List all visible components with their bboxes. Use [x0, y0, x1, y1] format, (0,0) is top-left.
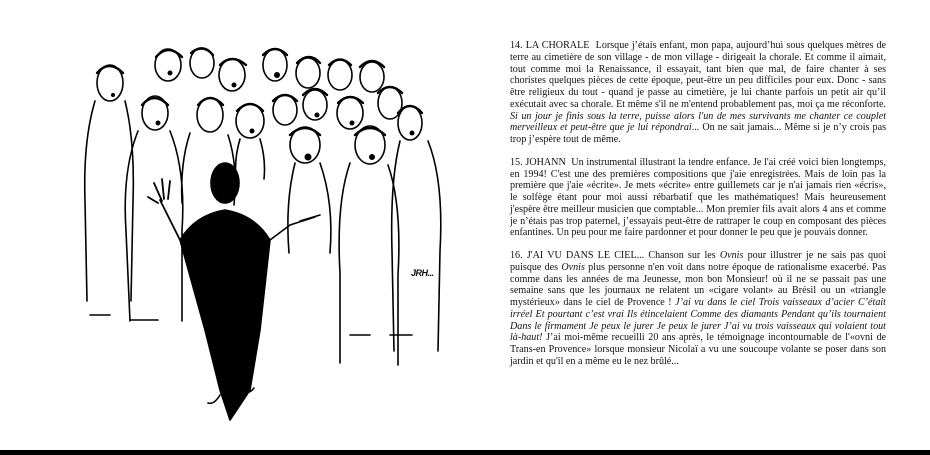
song-title: JOHANN	[525, 156, 566, 168]
song-notes-column	[510, 40, 886, 379]
song-text: Chanson sur les	[648, 250, 720, 261]
song-text: ... On ne sait jamais... Même si je n’y crois pas trop j’espère tout de même.	[510, 122, 887, 145]
song-text: pour illustrer je ne sais pas quoi puisque des	[510, 250, 887, 273]
song-text: J’ai moi-même recueilli 20 ans après, le témoignage incontournable de l'«ovni de Trans-en Provence» lorsque monsieur Nicolaï a vu une soucoupe volante se poser dans son jardin et qu'il en a même eu le nez brûlé...	[510, 332, 886, 367]
artist-signature: JRH...	[411, 268, 434, 278]
song-number: 16.	[510, 250, 523, 261]
song-text: Lorsque j’étais enfant, mon papa, aujourd’hui sous quelques mètres de terre au cimetière de son village - de mon village - dirigeait la chorale. Et comme il aimait, tout comme moi la Renaissance, il essayait, tant bien que mal, de faire chanter à ses choristes quelques pièces de cette époque, peut-être un peu difficiles pour eux. Donc - sans être religieux du tout - quand je passe au cimetière, je lui chante parfois un petit air qu’il exécutait avec sa chorale. Et même s'il ne m'entend probablement pas, moi ça me réconforte.	[510, 40, 887, 110]
song-number: 15.	[510, 156, 523, 168]
song-note-14	[510, 40, 886, 146]
song-text: Un instrumental illustrant la tendre enfance. Je l'ai créé voici bien longtemps, en 1994! C'est une des premières compositions que j'aie enregistrées. Mais de loin pas la première que j'aie «écrite». Je mets «écrite» entre guillemets car je n'ai jamais rien «écris», le solfège étant pour moi aussi rébarbatif que les mathématiques! Mais heureusement j'espère être meilleur musicien que comptable... Mon premier fils avait alors 4 ans et comme je n’étais pas trop paternel, j’essayais peut-être de rattraper le coup en composant des pièces enfantines. Un peu pour me faire pardonner et pour donner le peu que je pouvais donner.	[510, 156, 886, 239]
song-title: J'AI VU DANS LE CIEL...	[526, 250, 645, 261]
song-text-italic: Ovnis	[719, 250, 744, 261]
song-number: 14.	[510, 40, 523, 51]
choir-singer-heads	[97, 48, 422, 164]
song-lyrics-italic: J’ai vu dans le ciel Trois vaisseaux d’acier C’était irréel Et pourtant c’est vrai Ils étincelaient Comme des diamants Pendant qu’ils tournaient Dans le firmament Je peux le jurer Je peux le jurer J’ai vu trois vaisseaux qui volaient tout là-haut!	[510, 297, 886, 344]
song-note-15	[510, 157, 886, 239]
song-text-italic: Ovnis	[561, 261, 585, 273]
choir-illustration	[50, 35, 470, 430]
song-title: LA CHORALE	[525, 40, 590, 51]
song-text: plus personne n'en voit dans notre époque de rationalisme exacerbé. Pas comme dans les années de ma Jeunesse, mon bon Monsieur! où il ne se passait pas une semaine sans que les journaux ne relatent un «cigare volant» au Brésil ou un «triangle mystérieux» dans le ciel de Provence !	[510, 261, 887, 308]
song-note-16	[510, 250, 886, 368]
song-text-italic: Si un jour je finis sous la terre, puisse alors l'un de mes survivants me chanter ce couplet merveilleux et peut-être que je lui répondrai	[510, 110, 886, 134]
page-bottom-border	[0, 450, 930, 455]
